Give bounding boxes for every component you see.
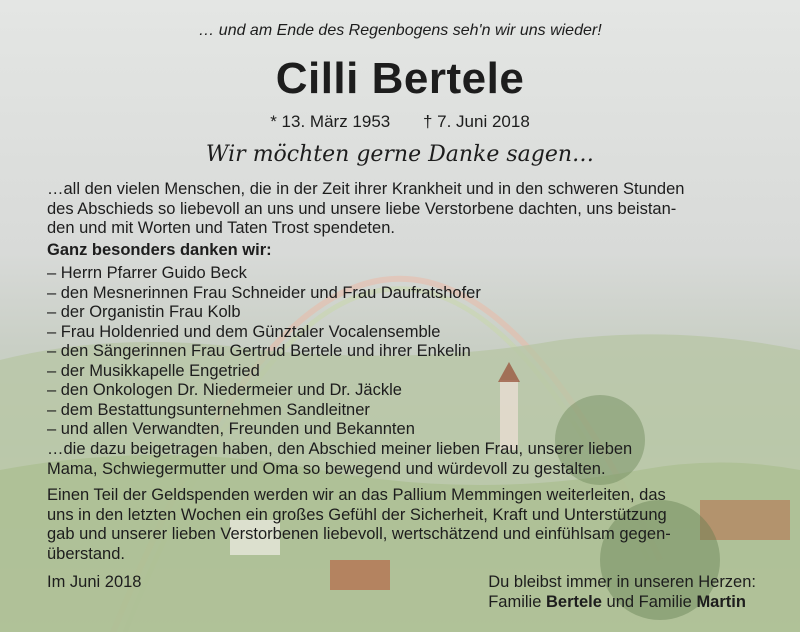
list-item: – der Musikkapelle Engetried [47, 361, 260, 380]
closing-line: Mama, Schwiegermutter und Oma so bewegend und würdevoll zu gestalten. [47, 459, 606, 478]
donation-line: überstand. [47, 544, 125, 563]
donation-line: Einen Teil der Geldspenden werden wir an das Pallium Memmingen weiterleiten, das [47, 486, 666, 504]
death-date: † 7. Juni 2018 [422, 112, 530, 131]
list-item: – den Sängerinnen Frau Gertrud Bertele und ihrer Enkelin [47, 342, 471, 360]
intro-line: den und mit Worten und Taten Trost spendeten. [47, 219, 395, 237]
intro-line: des Abschieds so liebevoll an uns und unsere liebe Verstorbene dachten, uns beistan- [47, 199, 677, 218]
family-middle: und Familie [606, 592, 692, 611]
donation-paragraph [47, 486, 767, 564]
signature-block [488, 573, 756, 612]
list-item: – und allen Verwandten, Freunden und Bekannten [47, 420, 415, 438]
date-line: Im Juni 2018 [47, 573, 142, 591]
list-item: – der Organistin Frau Kolb [47, 303, 241, 321]
deceased-name: Cilli Bertele [275, 54, 525, 103]
family-name-martin: Martin [696, 592, 746, 611]
intro-paragraph [47, 180, 767, 239]
family-prefix: Familie [488, 592, 542, 611]
thanks-subheading: Ganz besonders danken wir: [47, 241, 272, 259]
intro-line: …all den vielen Menschen, die in der Zeit ihrer Krankheit und in den schweren Stunden [47, 180, 685, 198]
list-item: – den Onkologen Dr. Niedermeier und Dr. Jäckle [47, 381, 402, 399]
thank-list [47, 264, 767, 440]
motto: … und am Ende des Regenbogens seh'n wir uns wieder! [198, 22, 602, 39]
life-dates [0, 112, 800, 132]
list-item: – Herrn Pfarrer Guido Beck [47, 264, 247, 282]
donation-line: uns in den letzten Wochen ein großes Gefühl der Sicherheit, Kraft und Unterstützung [47, 505, 667, 524]
closing-paragraph [47, 440, 767, 479]
family-name-bertele: Bertele [546, 592, 602, 611]
donation-line: gab und unserer lieben Verstorbenen liebevoll, wertschätzend und einfühlsam gegen- [47, 525, 671, 543]
birth-date: * 13. März 1953 [270, 112, 391, 131]
list-item: – Frau Holdenried und dem Günztaler Vocalensemble [47, 322, 441, 341]
farewell-line: Du bleibst immer in unseren Herzen: [488, 573, 756, 591]
closing-line: …die dazu beigetragen haben, den Abschied meiner lieben Frau, unserer lieben [47, 440, 633, 458]
list-item: – dem Bestattungsunternehmen Sandleitner [47, 400, 370, 419]
list-item: – den Mesnerinnen Frau Schneider und Frau Daufratshofer [47, 283, 481, 302]
thanks-heading: Wir möchten gerne Danke sagen… [205, 142, 595, 167]
family-line [488, 593, 756, 613]
